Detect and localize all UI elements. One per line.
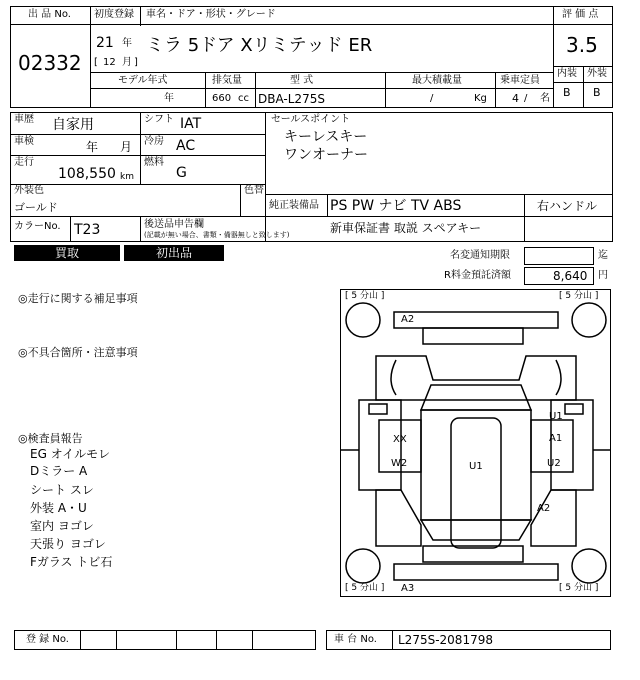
interior-grade: B bbox=[563, 86, 571, 99]
tire-rear-left-label: [ 5 分山 ] bbox=[345, 583, 385, 593]
inspector-report-label: ◎検査員報告 bbox=[18, 432, 83, 445]
ac-label: 冷房 bbox=[144, 136, 164, 147]
sales-points-label: セールスポイント bbox=[271, 114, 351, 125]
inspection-year: 年 bbox=[86, 140, 99, 154]
inspector-line: Fガラス トビ石 bbox=[30, 555, 113, 569]
car-outline bbox=[341, 290, 610, 596]
type-label: 型 式 bbox=[290, 75, 314, 86]
max-load-sep: / bbox=[430, 93, 434, 104]
history-label: 車歴 bbox=[14, 114, 34, 125]
inspection-label: 車検 bbox=[14, 136, 34, 147]
fuel-value: G bbox=[176, 165, 187, 181]
exterior-color-label: 外装色 bbox=[14, 185, 44, 196]
inspection-month: 月 bbox=[120, 140, 133, 154]
inspector-line: シート スレ bbox=[30, 483, 94, 497]
delivery-label: 後送品申告欄 bbox=[144, 219, 204, 230]
warranty-value: 新車保証書 取説 スペアキー bbox=[330, 221, 482, 235]
mileage-label: 走行 bbox=[14, 157, 34, 168]
model-year-label: モデル年式 bbox=[118, 75, 168, 86]
sales-point-1: キーレスキー bbox=[284, 129, 368, 145]
interior-label: 内装 bbox=[557, 68, 577, 79]
delivery-note: (記載が無い場合、書類・備器無しと致します) bbox=[144, 231, 290, 239]
recycle-value: 8,640 bbox=[553, 269, 588, 283]
capacity-unit: 名 bbox=[540, 93, 550, 104]
max-load-unit: Kg bbox=[474, 93, 487, 104]
standard-equip-label: 純正装備品 bbox=[269, 200, 319, 211]
inspector-line: 外装 A・U bbox=[30, 501, 87, 515]
recycle-label: R料金預託済額 bbox=[444, 270, 511, 281]
fuel-label: 燃料 bbox=[144, 157, 164, 168]
damage-mark: A3 bbox=[401, 583, 415, 594]
capacity-label: 乗車定員 bbox=[500, 75, 540, 86]
first-reg-month: 12 bbox=[103, 57, 116, 68]
recycle-unit: 円 bbox=[598, 270, 608, 281]
chassis-number: L275S-2081798 bbox=[398, 633, 493, 647]
mileage-value: 108,550 bbox=[58, 166, 116, 182]
first-reg-label: 初度登録 bbox=[94, 9, 134, 20]
history-value: 自家用 bbox=[52, 117, 94, 133]
tire-front-right-label: [ 5 分山 ] bbox=[559, 291, 599, 301]
sales-point-2: ワンオーナー bbox=[284, 147, 368, 163]
shift-label: シフト bbox=[144, 114, 174, 125]
first-reg-year: 21 bbox=[96, 35, 114, 51]
name-change-label: 名変通知期限 bbox=[450, 250, 510, 261]
name-change-box bbox=[524, 247, 594, 265]
damage-mark: U1 bbox=[549, 411, 563, 422]
recolor-label: 色替 bbox=[244, 185, 264, 196]
car-diagram bbox=[340, 289, 611, 597]
ac-value: AC bbox=[176, 138, 196, 154]
color-no-label: カラーNo. bbox=[14, 221, 61, 232]
model-year-unit: 年 bbox=[164, 93, 174, 104]
mileage-unit: km bbox=[120, 172, 134, 182]
score-value: 3.5 bbox=[566, 33, 598, 57]
reg-no-label: 登 録 No. bbox=[26, 634, 69, 645]
damage-mark: W2 bbox=[391, 458, 408, 469]
exterior-grade: B bbox=[593, 86, 601, 99]
car-name: ミラ 5ドア Xリミテッド ER bbox=[146, 35, 373, 56]
driving-remarks-label: ◎走行に関する補足事項 bbox=[18, 292, 138, 305]
inspector-line: 室内 ヨゴレ bbox=[30, 519, 94, 533]
year-unit: 年 bbox=[122, 38, 132, 49]
capacity-value: 4 bbox=[512, 92, 519, 105]
damage-mark: A2 bbox=[537, 503, 551, 514]
damage-mark: XX bbox=[393, 434, 407, 445]
damage-mark: U2 bbox=[547, 458, 561, 469]
lot-number: 02332 bbox=[18, 51, 82, 75]
car-name-label: 車名・ドア・形状・グレード bbox=[146, 9, 276, 20]
chassis-label: 車 台 No. bbox=[334, 634, 377, 645]
month-unit: 月 bbox=[122, 57, 132, 68]
inspector-line: EG オイルモレ bbox=[30, 447, 111, 461]
standard-equip-value: PS PW ナビ TV ABS bbox=[330, 198, 462, 214]
name-change-unit: 迄 bbox=[598, 250, 608, 261]
score-label: 評 価 点 bbox=[562, 9, 599, 20]
exterior-label: 外装 bbox=[587, 68, 607, 79]
displacement-label: 排気量 bbox=[212, 75, 242, 86]
defects-label: ◎不具合箇所・注意事項 bbox=[18, 346, 138, 359]
steering-value: 右ハンドル bbox=[537, 199, 598, 213]
inspector-line: Dミラー A bbox=[30, 464, 88, 478]
shift-value: IAT bbox=[180, 116, 202, 132]
displacement-unit: cc bbox=[238, 93, 249, 104]
capacity-sep: / bbox=[524, 93, 528, 104]
tire-front-left-label: [ 5 分山 ] bbox=[345, 291, 385, 301]
type-value: DBA-L275S bbox=[258, 92, 325, 106]
max-load-label: 最大積載量 bbox=[412, 75, 462, 86]
color-no-value: T23 bbox=[74, 222, 101, 238]
damage-mark: A1 bbox=[549, 433, 563, 444]
buy-button[interactable]: 買取 bbox=[14, 245, 120, 261]
lot-number-label: 出 品 No. bbox=[28, 9, 71, 20]
tire-rear-right-label: [ 5 分山 ] bbox=[559, 583, 599, 593]
damage-mark: U1 bbox=[469, 461, 483, 472]
exterior-color-value: ゴールド bbox=[14, 201, 58, 214]
seller-button[interactable]: 初出品 bbox=[124, 245, 224, 261]
displacement-value: 660 bbox=[212, 93, 232, 104]
inspector-line: 天張り ヨゴレ bbox=[30, 537, 106, 551]
damage-mark: A2 bbox=[401, 314, 415, 325]
